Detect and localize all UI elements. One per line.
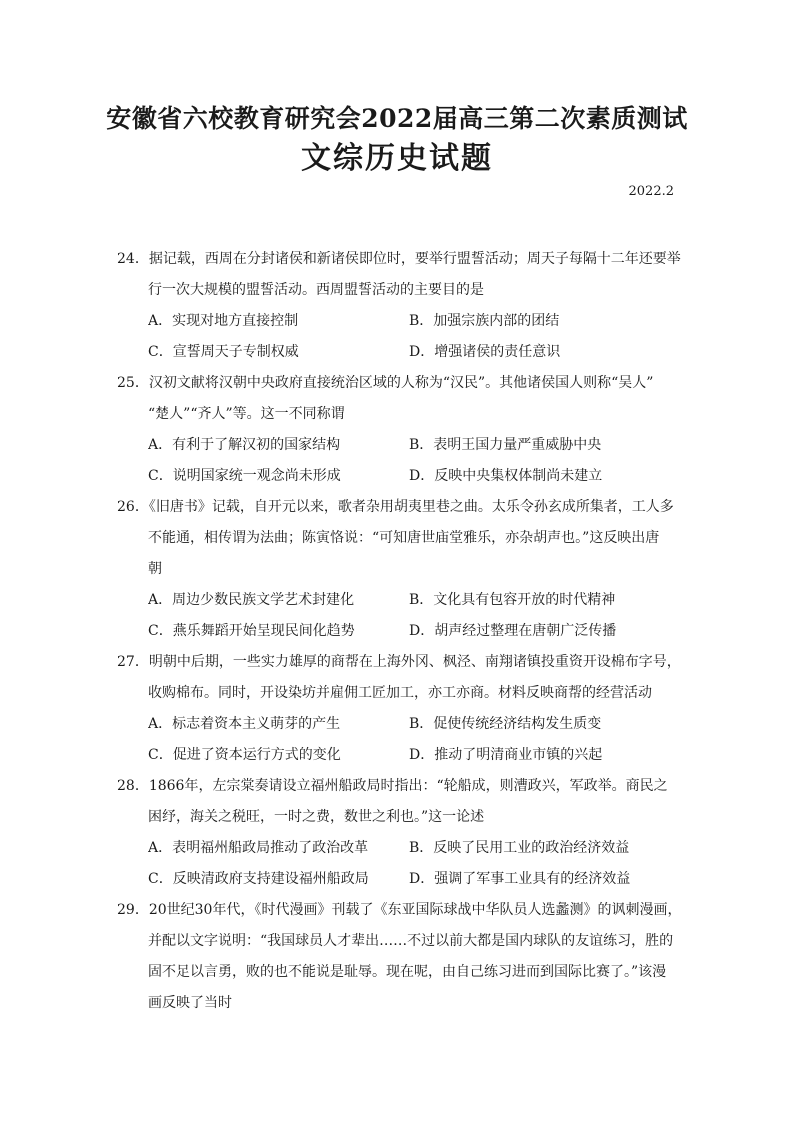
option-row: [117, 430, 682, 461]
exam-title-line2: 文综历史试题: [301, 141, 493, 176]
question-0: [117, 244, 682, 368]
question-stem-line: 28．1866年，左宗棠奏请设立福州船政局时指出：“轮船成，则漕政兴，军政举。商民之: [117, 778, 668, 794]
exam-date: 2022.2: [628, 184, 674, 199]
option-row: [117, 740, 682, 771]
option-row: [117, 306, 682, 337]
answer-option: A．标志着资本主义萌芽的产生: [148, 716, 341, 732]
question-stem-line: 27．明朝中后期，一些实力雄厚的商帮在上海外冈、枫泾、南翔诸镇投重资开设棉布字号，: [117, 654, 681, 670]
answer-option: A．表明福州船政局推动了政治改革: [148, 840, 369, 856]
answer-option: D．增强诸侯的责任意识: [409, 344, 561, 360]
answer-option: B．加强宗族内部的团结: [409, 313, 560, 329]
answer-option: D．胡声经过整理在唐朝广泛传播: [409, 623, 617, 639]
option-row: [117, 337, 682, 368]
question-4: [117, 771, 682, 895]
question-stem-line: 29．20世纪30年代，《时代漫画》刊载了《东亚国际球战中华队员人选蠡测》的讽刺漫画，: [117, 902, 682, 918]
answer-option: A．实现对地方直接控制: [148, 313, 299, 329]
exam-title-line1: 安徽省六校教育研究会2022届高三第二次素质测试: [106, 104, 688, 133]
question-5: [117, 895, 682, 1019]
option-row: [117, 709, 682, 740]
question-stem-line: 26．《旧唐书》记载，自开元以来，歌者杂用胡夷里巷之曲。太乐令孙玄成所集者，工人多: [117, 499, 674, 515]
question-stem-line: 困纾，海关之税旺，一时之费，数世之利也。”这一论述: [148, 809, 485, 825]
answer-option: A．有利于了解汉初的国家结构: [148, 437, 341, 453]
answer-option: D．反映中央集权体制尚未建立: [409, 468, 603, 484]
answer-option: B．表明王国力量严重威胁中央: [409, 437, 602, 453]
question-1: [117, 368, 682, 492]
option-row: [117, 864, 682, 895]
question-stem-line: 收购棉布。同时，开设染坊并雇佣工匠加工，亦工亦商。材料反映商帮的经营活动: [148, 685, 652, 701]
question-stem-line: “楚人”“齐人”等。这一不同称谓: [148, 406, 345, 422]
question-stem-line: 固不足以言勇，败的也不能说是耻辱。现在呢，由自己练习进而到国际比赛了。”该漫: [148, 964, 667, 980]
option-row: [117, 585, 682, 616]
answer-option: B．促使传统经济结构发生质变: [409, 716, 602, 732]
answer-option: D．强调了军事工业具有的经济效益: [409, 871, 631, 887]
question-stem-line: 朝: [148, 561, 162, 577]
answer-option: C．促进了资本运行方式的变化: [148, 747, 341, 763]
question-stem-line: 不能通，相传谓为法曲；陈寅恪说：“可知唐世庙堂雅乐，亦杂胡声也。”这反映出唐: [148, 530, 660, 546]
question-stem-line: 25．汉初文献将汉朝中央政府直接统治区域的人称为“汉民”。其他诸侯国人则称“吴人”: [117, 375, 654, 391]
question-stem-line: 并配以文字说明：“我国球员人才辈出……不过以前大都是国内球队的友谊练习，胜的: [148, 933, 674, 949]
answer-option: A．周边少数民族文学艺术封建化: [148, 592, 355, 608]
question-2: [117, 492, 682, 647]
answer-option: C．说明国家统一观念尚未形成: [148, 468, 341, 484]
question-stem-line: 画反映了当时: [148, 995, 232, 1011]
question-stem-line: 24．据记载，西周在分封诸侯和新诸侯即位时，要举行盟誓活动；周天子每隔十二年还要举: [117, 251, 681, 267]
option-row: [117, 461, 682, 492]
answer-option: C．反映清政府支持建设福州船政局: [148, 871, 369, 887]
question-3: [117, 647, 682, 771]
answer-option: B．反映了民用工业的政治经济效益: [409, 840, 630, 856]
answer-option: B．文化具有包容开放的时代精神: [409, 592, 616, 608]
question-list: [117, 244, 682, 1019]
answer-option: C．宣誓周天子专制权威: [148, 344, 299, 360]
answer-option: C．燕乐舞蹈开始呈现民间化趋势: [148, 623, 355, 639]
question-stem-line: 行一次大规模的盟誓活动。西周盟誓活动的主要目的是: [148, 282, 484, 298]
option-row: [117, 833, 682, 864]
answer-option: D．推动了明清商业市镇的兴起: [409, 747, 603, 763]
option-row: [117, 616, 682, 647]
